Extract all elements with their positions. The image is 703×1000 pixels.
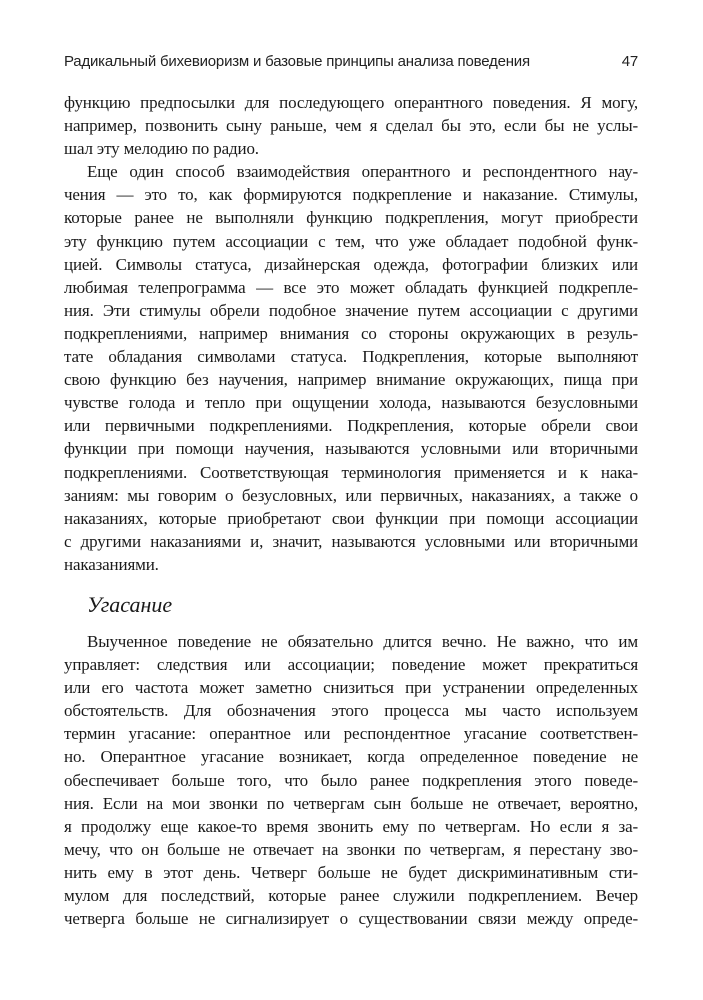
running-header: [64, 53, 638, 75]
paragraph-2-line: чения — это то, как формируются подкрепление и наказание. Стимулы,: [64, 185, 638, 205]
paragraph-3-line: мечу, что он больше не отвечает на звонки по четвергам, я перестану зво-: [64, 839, 638, 859]
paragraph-2-line: которые ранее не выполняли функцию подкрепления, могут приобрести: [64, 208, 638, 228]
paragraph-2-line: наказаниях, которые приобретают свои функции при помощи ассоциации: [64, 508, 638, 528]
paragraph-3-line: но. Оперантное угасание возникает, когда определенное поведение не: [64, 747, 638, 767]
paragraph-3-line: Выученное поведение не обязательно длится вечно. Не важно, что им: [87, 632, 638, 651]
paragraph-3-line: управляет: следствия или ассоциации; поведение может прекратиться: [64, 655, 638, 675]
text-block-bottom: [64, 630, 638, 930]
paragraph-3-line: мулом для последствий, которые ранее служили подкреплением. Вечер: [64, 886, 638, 906]
paragraph-3-line: ния. Если на мои звонки по четвергам сын больше не отвечает, вероятно,: [64, 793, 638, 813]
paragraph-3-line: обеспечивает больше того, что было ранее подкрепления этого поведе-: [64, 770, 638, 790]
paragraph-3-line: термин угасание: оперантное или респондентное угасание соответствен-: [64, 724, 638, 744]
paragraph-2-line: свою функцию без научения, например внимание окружающих, пища при: [64, 370, 638, 390]
paragraph-2-line: чувстве голода и тепло при ощущении холода, называются безусловными: [64, 393, 638, 413]
page-number: 47: [621, 53, 638, 70]
paragraph-2-line: наказаниями.: [64, 554, 159, 574]
paragraph-2-line: тате обладания символами статуса. Подкрепления, которые выполняют: [64, 347, 638, 367]
paragraph-2-line: заниям: мы говорим о безусловных, или первичных, наказаниях, а также о: [64, 485, 638, 505]
paragraph-3-line: или его частота может заметно снизиться при устранении определенных: [64, 678, 638, 698]
paragraph-2-line: подкреплениями, например внимания со стороны окружающих в резуль-: [64, 323, 638, 343]
paragraph-3-line: четверга больше не сигнализирует о существовании связи между опреде-: [64, 909, 638, 929]
paragraph-2-line: эту функцию путем ассоциации с тем, что уже обладает подобной функ-: [64, 231, 638, 251]
paragraph-2-line: с другими наказаниями и, значит, называются условными или вторичными: [64, 531, 638, 551]
paragraph-2-line: любимая телепрограмма — все это может обладать функцией подкрепле-: [64, 277, 638, 297]
paragraph-2-line: цией. Символы статуса, дизайнерская одежда, фотографии близких или: [64, 254, 638, 274]
paragraph-2-line: или первичными подкреплениями. Подкрепления, которые обрели свои: [64, 416, 638, 436]
paragraph-2-line: подкреплениями. Соответствующая терминология применяется и к нака-: [64, 462, 638, 482]
paragraph-2-line: функции при помощи научения, называются условными или вторичными: [64, 439, 638, 459]
paragraph-3-line: нить ему в этот день. Четверг больше не будет дискриминативным сти-: [64, 862, 638, 882]
paragraph-2-line: ния. Эти стимулы обрели подобное значение путем ассоциации с другими: [64, 300, 638, 320]
paragraph-2-line: Еще один способ взаимодействия оперантного и респондентного нау-: [87, 162, 638, 182]
section-heading: Угасание: [87, 592, 173, 617]
running-header-title: Радикальный бихевиоризм и базовые принципы анализа поведения: [64, 53, 530, 70]
paragraph-1-line: функцию предпосылки для последующего оперантного поведения. Я могу,: [64, 93, 638, 112]
paragraph-3-line: я продолжу еще какое-то время звонить ему по четвергам. Но если я за-: [64, 816, 638, 836]
text-block-top: [64, 91, 638, 576]
paragraph-1-line: шал эту мелодию по радио.: [64, 139, 259, 159]
paragraph-3-line: обстоятельств. Для обозначения этого процесса мы часто используем: [64, 701, 638, 721]
paragraph-1-line: например, позвонить сыну раньше, чем я сделал бы это, если бы не услы-: [64, 116, 638, 136]
